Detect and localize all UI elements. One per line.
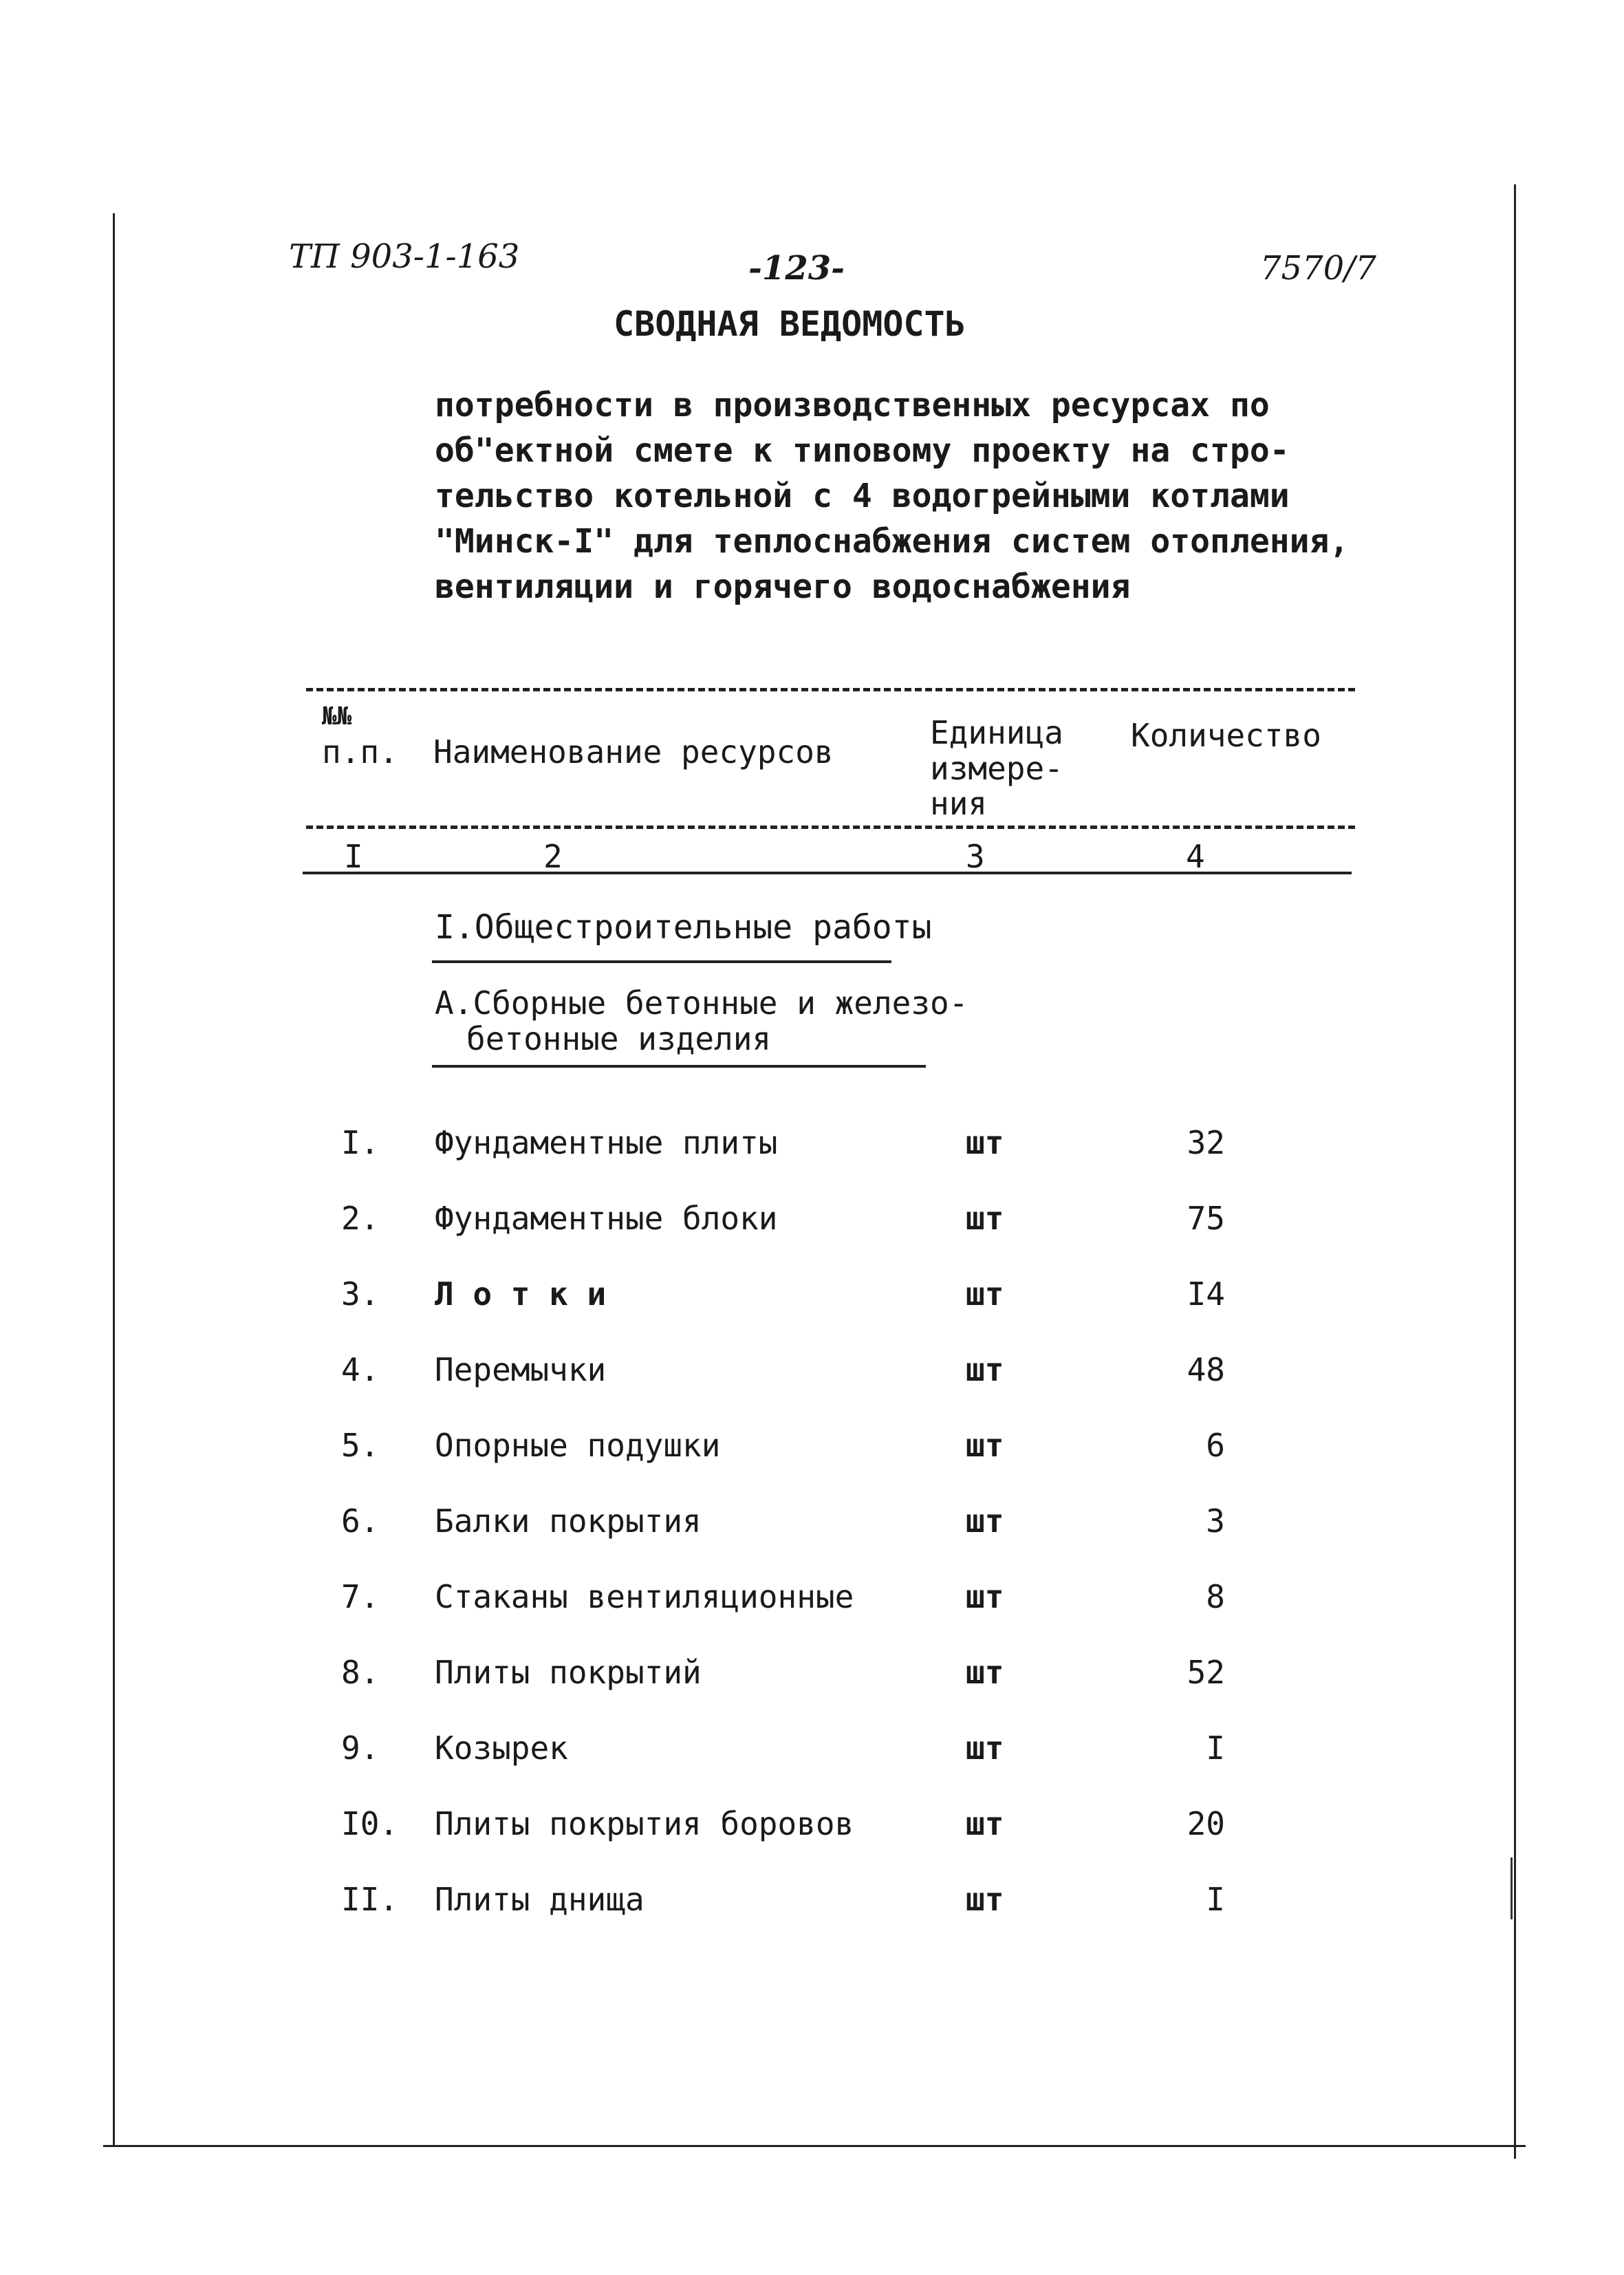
header-resource-name: Наименование ресурсов — [433, 733, 834, 770]
row-name: Балки покрытия — [435, 1502, 702, 1540]
description-line: потребности в производственных ресурсах по — [435, 386, 1270, 424]
row-number: 3. — [341, 1275, 380, 1313]
row-quantity: I — [1206, 1881, 1225, 1918]
document-title: СВОДНАЯ ВЕДОМОСТЬ — [614, 304, 966, 344]
table-row — [0, 1578, 1624, 1619]
row-quantity: I — [1206, 1729, 1225, 1767]
row-unit: шт — [966, 1729, 1004, 1767]
header-bottom-rule — [306, 826, 1355, 829]
header-quantity: Количество — [1131, 717, 1321, 754]
header-number: п.п. — [322, 733, 398, 770]
row-quantity: 32 — [1187, 1124, 1225, 1161]
frame-bottom-border — [103, 2145, 1526, 2147]
description — [435, 382, 1349, 610]
row-number: 5. — [341, 1427, 380, 1464]
row-number: 6. — [341, 1502, 380, 1540]
header-unit-line: ния — [930, 785, 988, 823]
row-unit: шт — [966, 1881, 1004, 1918]
row-name: Перемычки — [435, 1351, 607, 1388]
row-quantity: 8 — [1206, 1578, 1225, 1615]
binding-mark — [1511, 1857, 1522, 1919]
row-unit: шт — [966, 1805, 1004, 1842]
column-number-1: I — [344, 838, 363, 875]
table-row — [0, 1805, 1624, 1846]
description-line: "Минск-I" для теплоснабжения систем отопления, — [435, 522, 1350, 561]
subsection-title — [435, 985, 968, 1057]
row-name: Стаканы вентиляционные — [435, 1578, 854, 1615]
row-name: Козырек — [435, 1729, 568, 1767]
column-number-4: 4 — [1186, 838, 1205, 875]
table-row — [0, 1124, 1624, 1165]
table-row — [0, 1427, 1624, 1468]
row-number: I. — [341, 1124, 380, 1161]
row-number: 7. — [341, 1578, 380, 1615]
row-name: Плиты покрытия боровов — [435, 1805, 854, 1842]
table-row — [0, 1502, 1624, 1544]
row-quantity: 3 — [1206, 1502, 1225, 1540]
description-line: об"ектной смете к типовому проекту на стро- — [435, 431, 1290, 470]
table-row — [0, 1200, 1624, 1241]
album-code: 7570/7 — [1260, 249, 1376, 288]
header-top-rule — [306, 688, 1355, 691]
column-number-2: 2 — [543, 838, 563, 875]
row-number: 4. — [341, 1351, 380, 1388]
row-quantity: 6 — [1206, 1427, 1225, 1464]
section-title-underline — [432, 960, 891, 963]
row-name: Плиты покрытий — [435, 1654, 702, 1691]
row-number: 8. — [341, 1654, 380, 1691]
subsection-line: бетонные изделия — [466, 1020, 772, 1057]
row-unit: шт — [966, 1275, 1004, 1313]
subsection-line: А.Сборные бетонные и железо- — [435, 984, 968, 1022]
column-number-3: 3 — [966, 838, 985, 875]
row-unit: шт — [966, 1124, 1004, 1161]
row-unit: шт — [966, 1200, 1004, 1237]
table-row — [0, 1275, 1624, 1317]
row-quantity: I4 — [1187, 1275, 1225, 1313]
page-number: -123- — [748, 249, 845, 288]
row-quantity: 52 — [1187, 1654, 1225, 1691]
row-quantity: 48 — [1187, 1351, 1225, 1388]
row-quantity: 75 — [1187, 1200, 1225, 1237]
section-title: I.Общестроительные работы — [435, 908, 932, 947]
row-name: Л о т к и — [435, 1275, 607, 1313]
row-unit: шт — [966, 1578, 1004, 1615]
row-number: I0. — [341, 1805, 399, 1842]
table-row — [0, 1729, 1624, 1771]
row-name: Опорные подушки — [435, 1427, 721, 1464]
header-unit-line: Единица — [930, 714, 1063, 751]
row-unit: шт — [966, 1502, 1004, 1540]
description-line: вентиляции и горячего водоснабжения — [435, 568, 1131, 606]
header-unit-line: измере- — [930, 749, 1063, 787]
row-unit: шт — [966, 1427, 1004, 1464]
row-name: Фундаментные плиты — [435, 1124, 778, 1161]
frame-left-border — [113, 213, 115, 2146]
document-code: ТП 903-1-163 — [289, 237, 520, 276]
row-quantity: 20 — [1187, 1805, 1225, 1842]
table-row — [0, 1654, 1624, 1695]
subsection-underline — [432, 1065, 926, 1068]
description-line: тельство котельной с 4 водогрейными котлами — [435, 477, 1290, 515]
table-row — [0, 1351, 1624, 1392]
header-number-mark: №№ — [322, 702, 352, 731]
row-number: II. — [341, 1881, 399, 1918]
row-number: 9. — [341, 1729, 380, 1767]
table-row — [0, 1881, 1624, 1922]
row-name: Плиты днища — [435, 1881, 645, 1918]
row-unit: шт — [966, 1654, 1004, 1691]
row-number: 2. — [341, 1200, 380, 1237]
row-unit: шт — [966, 1351, 1004, 1388]
row-name: Фундаментные блоки — [435, 1200, 778, 1237]
column-number-rule — [303, 872, 1352, 874]
header-unit — [930, 715, 1063, 822]
